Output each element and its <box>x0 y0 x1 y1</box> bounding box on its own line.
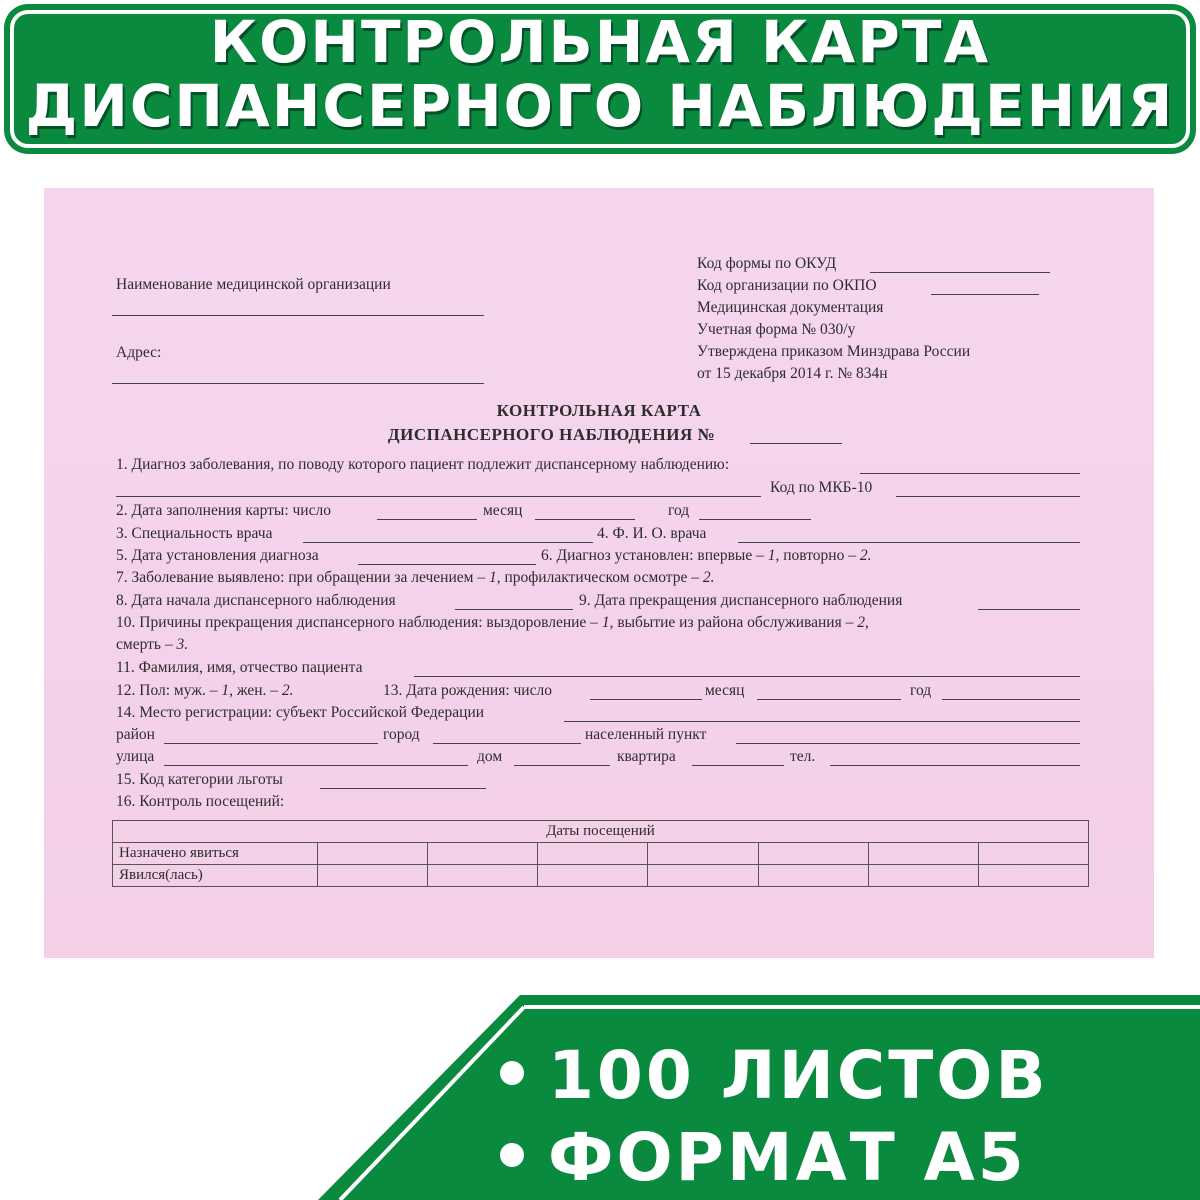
address-label: Адрес: <box>116 344 162 361</box>
field-6-label: 6. Диагноз установлен: впервые – 1, повторно – 2. <box>541 547 872 564</box>
field-11-label: 11. Фамилия, имя, отчество пациента <box>116 659 363 676</box>
visits-table <box>112 820 1089 887</box>
field-2-label: 2. Дата заполнения карты: число <box>116 502 331 519</box>
org-name-line <box>112 315 484 316</box>
top-banner <box>4 4 1196 154</box>
field-13-year-line <box>942 699 1080 700</box>
city-label: город <box>383 726 420 743</box>
field-10-label: 10. Причины прекращения диспансерного наблюдения: выздоровление – 1, выбытие из района обслуживания – 2, <box>116 614 869 631</box>
visit-cell <box>318 843 428 865</box>
mkb-label: Код по МКБ-10 <box>770 479 873 496</box>
field-4-label: 4. Ф. И. О. врача <box>597 525 707 542</box>
bottom-banner <box>0 995 1200 1200</box>
field-2-day-line <box>377 519 477 520</box>
field-1-line-a <box>860 473 1080 474</box>
phone-line <box>830 765 1080 766</box>
field-7-label: 7. Заболевание выявлено: при обращении за лечением – 1, профилактическом осмотре – 2. <box>116 569 715 586</box>
field-13-label: 13. Дата рождения: число <box>383 682 552 699</box>
district-label: район <box>116 726 155 743</box>
med-doc-label: Медицинская документация <box>697 299 884 316</box>
org-name-label: Наименование медицинской организации <box>116 276 391 293</box>
field-9-line <box>978 609 1080 610</box>
form-number-label: Учетная форма № 030/у <box>697 321 856 338</box>
visit-cell <box>868 865 978 887</box>
field-14-line <box>564 721 1080 722</box>
okpo-line <box>931 294 1039 295</box>
visit-cell <box>868 843 978 865</box>
field-11-line <box>414 676 1080 677</box>
okpo-label: Код организации по ОКПО <box>697 277 877 294</box>
field-4-line <box>738 542 1080 543</box>
table-row <box>113 843 1089 865</box>
visits-header: Даты посещений <box>113 821 1089 843</box>
order-date-label: от 15 декабря 2014 г. № 834н <box>697 365 888 382</box>
locality-label: населенный пункт <box>585 726 707 743</box>
table-row <box>113 865 1089 887</box>
visit-cell <box>538 843 648 865</box>
visit-cell <box>978 865 1088 887</box>
field-2-month-label: месяц <box>483 502 523 519</box>
field-1-line-b <box>116 496 761 497</box>
field-8-label: 8. Дата начала диспансерного наблюдения <box>116 592 396 609</box>
banner-line-1: КОНТРОЛЬНАЯ КАРТА <box>209 8 991 76</box>
bullet-icon <box>500 1061 524 1085</box>
form-title-line-1: КОНТРОЛЬНАЯ КАРТА <box>496 401 702 420</box>
field-13-day-line <box>590 699 702 700</box>
field-13-month-label: месяц <box>705 682 745 699</box>
district-line <box>164 743 378 744</box>
field-9-label: 9. Дата прекращения диспансерного наблюдения <box>579 592 903 609</box>
visit-cell <box>758 843 868 865</box>
apartment-label: квартира <box>617 748 676 765</box>
visit-cell <box>978 843 1088 865</box>
field-15-line <box>320 788 486 789</box>
house-label: дом <box>477 748 503 765</box>
street-label: улица <box>116 748 155 765</box>
field-2-year-line <box>699 519 811 520</box>
visit-cell <box>538 865 648 887</box>
field-10-cont: смерть – 3. <box>116 636 189 653</box>
bullet-2-text: ФОРМАТ А5 <box>548 1119 1027 1196</box>
top-banner-title <box>4 10 1196 138</box>
field-12-label: 12. Пол: муж. – 1, жен. – 2. <box>116 682 294 699</box>
field-13-month-line <box>757 699 901 700</box>
field-8-line <box>455 609 573 610</box>
mkb-line <box>896 496 1080 497</box>
visit-cell <box>318 865 428 887</box>
field-1-label: 1. Диагноз заболевания, по поводу которого пациент подлежит диспансерному наблюдению: <box>116 456 730 473</box>
card-number-line <box>750 443 842 444</box>
field-2-month-line <box>535 519 635 520</box>
city-line <box>433 743 581 744</box>
banner-line-2: ДИСПАНСЕРНОГО НАБЛЮДЕНИЯ <box>25 72 1175 140</box>
visit-cell <box>758 865 868 887</box>
house-line <box>514 765 610 766</box>
form-card <box>44 188 1154 958</box>
apartment-line <box>692 765 784 766</box>
bullet-icon <box>500 1143 524 1167</box>
field-13-year-label: год <box>910 682 932 699</box>
field-2-year-label: год <box>668 502 690 519</box>
field-3-line <box>303 542 593 543</box>
row-label-attended: Явился(лась) <box>113 865 318 887</box>
field-14-label: 14. Место регистрации: субъект Российской Федерации <box>116 704 485 721</box>
locality-line <box>736 743 1080 744</box>
field-5-label: 5. Дата установления диагноза <box>116 547 319 564</box>
bullet-1-text: 100 ЛИСТОВ <box>548 1037 1049 1114</box>
visit-cell <box>428 865 538 887</box>
address-line <box>112 383 484 384</box>
visit-cell <box>428 843 538 865</box>
phone-label: тел. <box>790 748 816 765</box>
field-16-label: 16. Контроль посещений: <box>116 793 285 810</box>
field-15-label: 15. Код категории льготы <box>116 771 283 788</box>
okud-label: Код формы по ОКУД <box>697 255 837 272</box>
visit-cell <box>648 865 758 887</box>
form-title-line-2: ДИСПАНСЕРНОГО НАБЛЮДЕНИЯ № <box>387 425 716 444</box>
field-3-label: 3. Специальность врача <box>116 525 273 542</box>
field-5-line <box>358 564 536 565</box>
approved-label: Утверждена приказом Минздрава России <box>697 343 971 360</box>
okud-line <box>870 272 1050 273</box>
row-label-assigned: Назначено явиться <box>113 843 318 865</box>
visit-cell <box>648 843 758 865</box>
street-line <box>164 765 468 766</box>
